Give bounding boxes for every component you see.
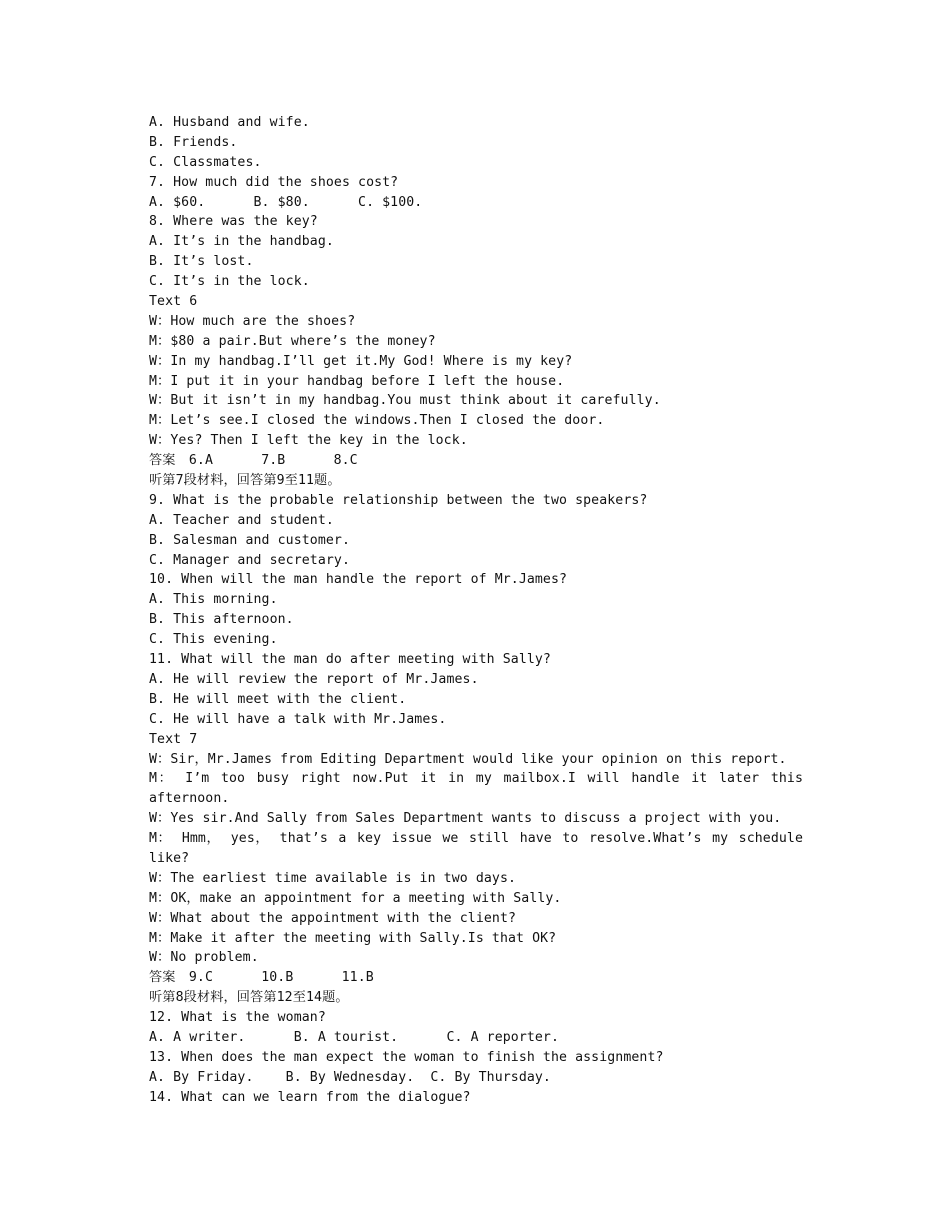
text-line: M：I put it in your handbag before I left the house. [149,373,565,389]
text-line: W：The earliest time available is in two days. [149,870,517,886]
text-line: W：No problem. [149,950,259,966]
text-line: A. $60. B. $80. C. $100. [149,194,423,210]
text-line: C. It’s in the lock. [149,274,310,290]
document-body [149,113,803,1108]
text-line: B. This afternoon. [149,612,294,628]
text-line: W：But it isn’t in my handbag.You must think about it carefully. [149,393,661,409]
text-line: W：How much are the shoes? [149,313,356,329]
text-line: A. Husband and wife. [149,115,310,130]
text-line: 听第7段材料，回答第9至11题。 [149,473,341,489]
text-line: M：OK，make an appointment for a meeting with Sally. [149,890,562,906]
text-line: 10. When will the man handle the report of Mr.James? [149,572,568,588]
text-line: A. Teacher and student. [149,512,334,528]
text-line: Text 7 [149,731,198,747]
text-line: B. He will meet with the client. [149,691,407,707]
text-line: 12. What is the woman? [149,1010,326,1026]
text-line: W：Yes? Then I left the key in the lock. [149,433,468,449]
text-line: W：Sir，Mr.James from Editing Department would like your opinion on this report. [149,751,787,767]
text-line: B. Salesman and customer. [149,532,350,548]
text-line: C. Manager and secretary. [149,552,350,568]
text-line: 听第8段材料，回答第12至14题。 [149,990,349,1006]
text-line: B. It’s lost. [149,254,254,270]
text-line: A. A writer. B. A tourist. C. A reporter. [149,1030,560,1046]
text-line: A. It’s in the handbag. [149,234,334,250]
text-line: W：What about the appointment with the client? [149,910,517,926]
text-line: M： Hmm， yes， that’s a key issue we still have to resolve.What’s my schedule like? [149,831,803,866]
text-line: A. This morning. [149,592,278,608]
text-line: M：$80 a pair.But where’s the money? [149,333,436,349]
text-line: M： I’m too busy right now.Put it in my mailbox.I will handle it later this afternoon. [149,771,803,807]
text-line: Text 6 [149,294,198,310]
text-line: 13. When does the man expect the woman to finish the assignment? [149,1049,664,1065]
text-line: B. Friends. [149,134,238,150]
text-line: 11. What will the man do after meeting with Sally? [149,652,551,668]
text-line: 14. What can we learn from the dialogue? [149,1089,471,1105]
text-line: C. He will have a talk with Mr.James. [149,711,447,727]
text-line: 9. What is the probable relationship between the two speakers? [149,492,648,508]
text-line: A. He will review the report of Mr.James. [149,671,479,687]
text-line: M：Make it after the meeting with Sally.Is that OK? [149,930,557,946]
text-line: 7. How much did the shoes cost? [149,174,399,190]
text-line: C. This evening. [149,632,278,648]
text-line: A. By Friday. B. By Wednesday. C. By Thursday. [149,1069,551,1085]
text-line: W：In my handbag.I’ll get it.My God! Where is my key? [149,353,573,369]
text-line: C. Classmates. [149,154,262,170]
text-line: 8. Where was the key? [149,214,318,230]
text-line: 答案 9.C 10.B 11.B [149,970,374,986]
text-line: 答案 6.A 7.B 8.C [149,453,358,469]
text-line: W：Yes sir.And Sally from Sales Department wants to discuss a project with you. [149,811,782,827]
text-line: M：Let’s see.I closed the windows.Then I closed the door. [149,413,605,429]
